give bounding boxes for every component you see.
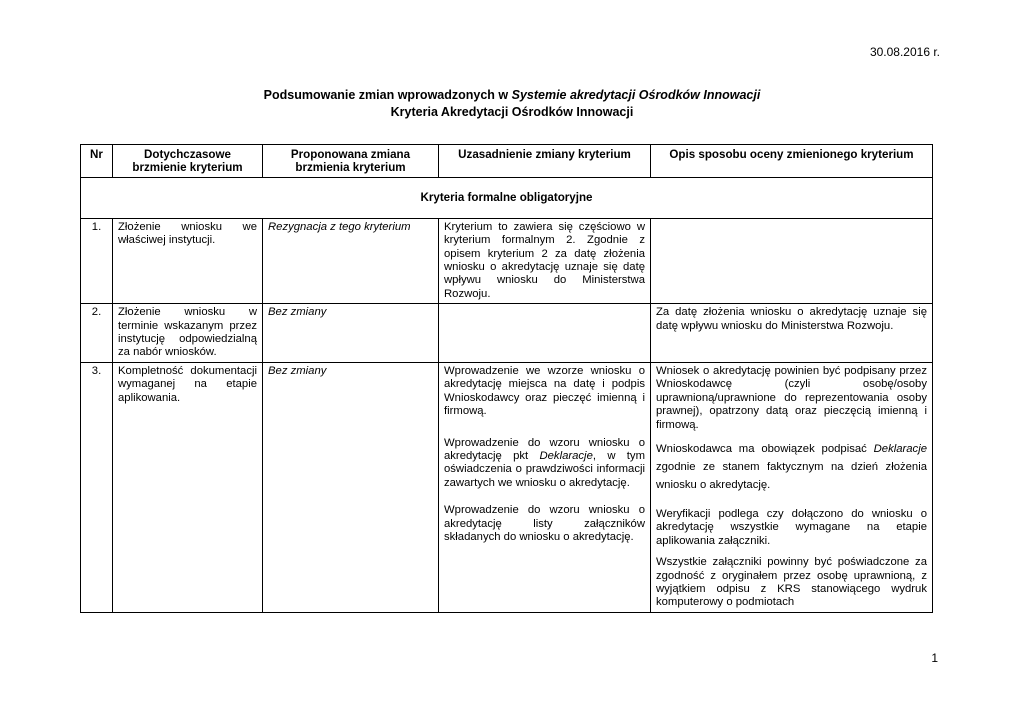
table-row: [81, 362, 933, 612]
justification-paragraph: Kryterium to zawiera się częściowo w kryterium formalnym 2. Zgodnie z opisem kryterium 2 za datę złożenia wniosku o akredytację uznaje się datę wpływu wniosku do Ministerstwa Rozwoju.: [444, 220, 645, 300]
header-assessment: Opis sposobu oceny zmienionego kryterium: [651, 145, 933, 178]
row-justification: [439, 304, 651, 363]
header-current: Dotychczasowe brzmienie kryterium: [113, 145, 263, 178]
cell-spacer: [444, 544, 645, 584]
row-current: Kompletność dokumentacji wymaganej na etapie aplikowania.: [113, 362, 263, 612]
row-nr: 3.: [81, 362, 113, 612]
assessment-paragraph: Wniosek o akredytację powinien być podpisany przez Wnioskodawcę (czyli osobę/osoby uprawnioną/uprawnione do reprezentowania osoby prawnej), opatrzony datą oraz pieczęcią imienną i firmową.: [656, 364, 927, 431]
row-proposed: Bez zmiany: [263, 362, 439, 612]
row-current: Złożenie wniosku we właściwej instytucji.: [113, 218, 263, 303]
title-line-2: Kryteria Akredytacji Ośrodków Innowacji: [390, 105, 634, 119]
justification-paragraph: Wprowadzenie do wzoru wniosku o akredytację listy załączników składanych do wniosku o akredytację.: [444, 504, 645, 543]
text-run: Wprowadzenie do wzoru wniosku o akredytację pkt: [444, 436, 645, 462]
header-justification: Uzasadnienie zmiany kryterium: [439, 145, 651, 178]
header-nr: Nr: [81, 145, 113, 178]
page-number: 1: [931, 651, 938, 665]
assessment-paragraph: Wszystkie załączniki powinny być poświadczone za zgodność z oryginałem przez osobę uprawnioną, z wyjątkiem odpisu z KRS stanowiącego wydruk komputerowy o podmiotach: [656, 556, 927, 609]
document-date: 30.08.2016 r.: [869, 45, 940, 59]
title-line-1: [0, 87, 1024, 104]
section-title: Kryteria formalne obligatoryjne: [81, 177, 933, 218]
criteria-table: [80, 144, 933, 613]
text-run-italic: Deklaracje: [873, 442, 927, 455]
assessment-paragraph: Weryfikacji podlega czy dołączono do wniosku o akredytację wszystkie wymagane na etapie aplikowania załączniki.: [656, 507, 927, 547]
row-justification: [439, 362, 651, 612]
title-italic: Systemie akredytacji Ośrodków Innowacji: [511, 88, 761, 102]
text-run: zgodnie ze stanem faktycznym na dzień złożenia wniosku o akredytację.: [656, 460, 927, 491]
table-row: [81, 218, 933, 303]
row-proposed: Bez zmiany: [263, 304, 439, 363]
row-justification: [439, 218, 651, 303]
row-nr: 1.: [81, 218, 113, 303]
title-prefix: Podsumowanie zmian wprowadzonych w: [263, 88, 512, 102]
table-row: [81, 304, 933, 363]
table-header-row: [81, 145, 933, 178]
row-assessment: [651, 362, 933, 612]
text-run-italic: Deklaracje: [539, 449, 593, 462]
header-proposed: Proponowana zmiana brzmienia kryterium: [263, 145, 439, 178]
assessment-paragraph: Za datę złożenia wniosku o akredytację uznaje się datę wpływu wniosku do Ministerstwa Rozwoju.: [656, 306, 927, 332]
assessment-paragraph: [656, 440, 927, 494]
text-run: Wnioskodawca ma obowiązek podpisać: [656, 442, 874, 455]
text-run: , w tym oświadczenia o prawdziwości informacji zawartych we wniosku o akredytację.: [444, 449, 645, 489]
justification-paragraph: Wprowadzenie we wzorze wniosku o akredytację miejsca na datę i podpis Wnioskodawcy oraz pieczęć imienną i firmową.: [444, 364, 645, 418]
row-proposed: Rezygnacja z tego kryterium: [263, 218, 439, 303]
justification-paragraph: [444, 437, 645, 491]
row-assessment: [651, 304, 933, 363]
row-nr: 2.: [81, 304, 113, 363]
row-assessment: [651, 218, 933, 303]
document-title: [0, 87, 1024, 121]
section-row: [81, 177, 933, 218]
row-current: Złożenie wniosku w terminie wskazanym przez instytucję odpowiedzialną za nabór wniosków.: [113, 304, 263, 363]
